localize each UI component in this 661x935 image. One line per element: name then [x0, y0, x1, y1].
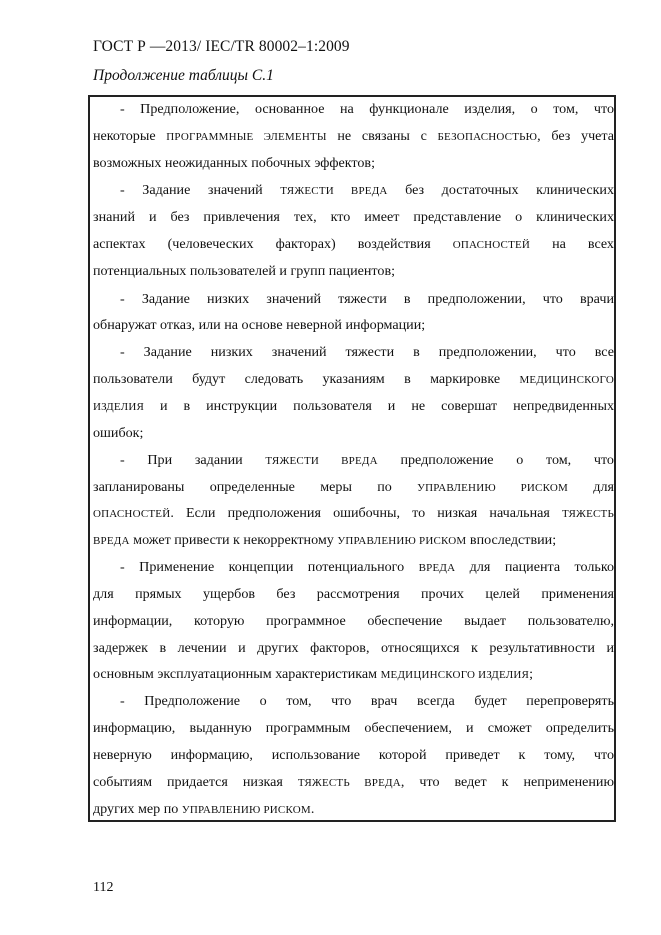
text-segment: - Задание низких значений тяжести в предположении, что все — [120, 344, 614, 360]
text-segment: . — [310, 801, 315, 817]
small-caps-term: ОПАСНОСТЕЙ — [452, 239, 531, 251]
text-segment: неверную информацию, использование которой приведет к тому, что — [93, 747, 614, 763]
small-caps-term: МЕДИЦИНСКОГО ИЗДЕЛИЯ — [380, 669, 530, 681]
small-caps-term: ВРЕДА — [93, 535, 130, 547]
small-caps-term: ТЯЖЕСТЬ — [562, 508, 614, 520]
text-line — [120, 289, 614, 309]
small-caps-term: ИЗДЕЛИЯ — [93, 401, 145, 413]
text-line — [93, 584, 614, 604]
text-segment: - При задании — [120, 452, 266, 468]
small-caps-term: УПРАВЛЕНИЮ РИСКОМ — [337, 535, 467, 547]
text-line — [93, 234, 614, 255]
text-segment: - Предположение, основанное на функционале изделия, о том, что — [120, 101, 614, 117]
text-segment: для — [567, 479, 614, 495]
small-caps-term: ПРОГРАММНЫЕ ЭЛЕМЕНТЫ — [166, 131, 327, 143]
text-segment: . Если предположения ошибочны, то низкая начальная — [170, 505, 562, 521]
text-segment: на всех — [530, 236, 614, 252]
text-line — [93, 477, 614, 498]
text-segment: ошибок; — [93, 425, 144, 441]
text-segment: некоторые — [93, 128, 167, 144]
text-line — [93, 369, 614, 390]
text-line — [93, 772, 614, 793]
text-segment: может привести к некорректному — [129, 532, 338, 548]
text-segment: задержек в лечении и других факторов, относящихся к результативности и — [93, 640, 614, 656]
text-segment: информацию, выданную программным обеспечением, и сможет определить — [93, 720, 614, 736]
text-line — [93, 530, 614, 551]
text-line — [120, 450, 614, 471]
text-line — [93, 315, 614, 335]
text-segment: основным эксплуатационным характеристикам — [93, 666, 381, 682]
text-segment: предположение о том, что — [377, 452, 614, 468]
text-line — [93, 207, 614, 227]
text-segment: ; — [529, 666, 534, 682]
text-line — [93, 503, 614, 524]
text-segment: - Предположение о том, что врач всегда будет перепроверять — [120, 693, 614, 709]
text-line — [93, 126, 614, 147]
text-line — [120, 180, 614, 201]
document-standard-header: ГОСТ Р —2013/ IEC/TR 80002–1:2009 — [93, 38, 350, 55]
text-line — [93, 664, 614, 685]
text-segment: аспектах (человеческих факторах) воздействия — [93, 236, 453, 252]
text-line — [93, 745, 614, 765]
text-segment: знаний и без привлечения тех, кто имеет представление о клинических — [93, 209, 614, 225]
text-line — [93, 799, 614, 820]
text-segment: пользователи будут следовать указаниям в маркировке — [93, 371, 520, 387]
text-segment: запланированы определенные меры по — [93, 479, 418, 495]
text-segment: других мер по — [93, 801, 182, 817]
text-line — [120, 99, 614, 119]
text-segment: и в инструкции пользователя и не совершат непредвиденных — [144, 398, 614, 414]
text-segment: для прямых ущербов без рассмотрения прочих целей применения — [93, 586, 614, 602]
small-caps-term: БЕЗОПАСНОСТЬЮ — [437, 131, 538, 143]
small-caps-term: УПРАВЛЕНИЮ РИСКОМ — [181, 804, 311, 816]
text-segment: информации, которую программное обеспечение выдает пользователю, — [93, 613, 614, 629]
table-continuation-caption: Продолжение таблицы С.1 — [93, 67, 274, 84]
text-line — [93, 153, 614, 173]
text-line — [120, 691, 614, 711]
small-caps-term: МЕДИЦИНСКОГО — [519, 374, 614, 386]
text-segment: не связаны с — [326, 128, 438, 144]
text-segment: возможных неожиданных побочных эффектов; — [93, 155, 375, 171]
text-segment: для пациента только — [455, 559, 615, 575]
text-segment: , без учета — [537, 128, 614, 144]
text-line — [93, 396, 614, 417]
text-segment: , что ведет к неприменению — [400, 774, 614, 790]
text-segment: - Задание низких значений тяжести в предположении, что врачи — [120, 291, 614, 307]
text-segment: - Применение концепции потенциального — [120, 559, 419, 575]
text-segment: потенциальных пользователей и групп пациентов; — [93, 263, 396, 279]
small-caps-term: УПРАВЛЕНИЮ РИСКОМ — [417, 482, 568, 494]
text-segment: без достаточных клинических — [387, 182, 615, 198]
text-segment: впоследствии; — [466, 532, 557, 548]
text-segment: обнаружат отказ, или на основе неверной информации; — [93, 317, 426, 333]
text-line — [120, 557, 614, 578]
text-segment: - Задание значений — [120, 182, 281, 198]
text-segment: событиям придается низкая — [93, 774, 298, 790]
small-caps-term: ТЯЖЕСТИ ВРЕДА — [280, 185, 388, 197]
text-line — [120, 342, 614, 362]
text-line — [93, 718, 614, 738]
text-line — [93, 423, 614, 443]
small-caps-term: ТЯЖЕСТЬ ВРЕДА — [297, 777, 401, 789]
text-line — [93, 611, 614, 631]
small-caps-term: ОПАСНОСТЕЙ — [93, 508, 171, 520]
text-line — [93, 638, 614, 658]
small-caps-term: ТЯЖЕСТИ ВРЕДА — [265, 455, 378, 467]
small-caps-term: ВРЕДА — [418, 562, 456, 574]
page-number: 112 — [93, 880, 114, 895]
text-line — [93, 261, 614, 281]
